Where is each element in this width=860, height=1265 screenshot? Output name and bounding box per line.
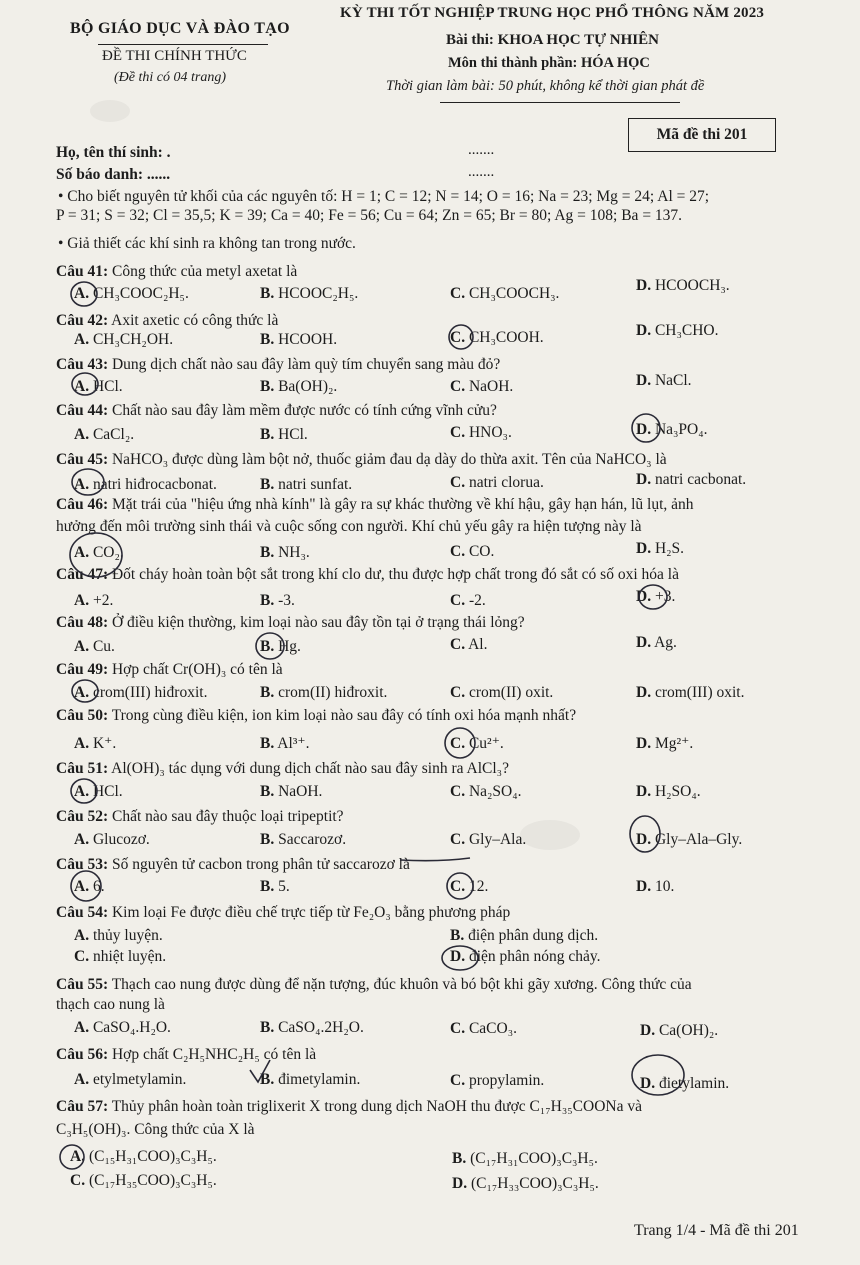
ministry-title: BỘ GIÁO DỤC VÀ ĐÀO TẠO — [70, 20, 290, 37]
option-b: B. HCl. — [260, 426, 308, 443]
option-d: D. CH₃CHO. — [636, 322, 719, 339]
option-a: A. Cu. — [74, 638, 115, 655]
option-c: C. natri clorua. — [450, 474, 544, 491]
option-a: A. HCl. — [74, 378, 123, 395]
exam-title: KỲ THI TỐT NGHIỆP TRUNG HỌC PHỔ THÔNG NĂM 2023 — [340, 5, 765, 21]
option-a: A. (C₁₅H₃₁COO)₃C₃H₅. — [70, 1148, 217, 1165]
option-b: B. CaSO₄.2H₂O. — [260, 1019, 364, 1036]
option-c: C. HNO₃. — [450, 424, 512, 441]
exam-code-box — [628, 118, 776, 152]
official-label: ĐỀ THI CHÍNH THỨC — [102, 48, 247, 64]
option-d: D. Gly–Ala–Gly. — [636, 831, 743, 848]
option-b: B. Ba(OH)₂. — [260, 378, 338, 395]
strike-mark — [400, 858, 470, 861]
option-c: C. CH₃COOCH₃. — [450, 285, 560, 302]
option-a: A. thủy luyện. — [74, 927, 163, 944]
option-b: B. NH₃. — [260, 544, 310, 561]
option-a: A. HCl. — [74, 783, 123, 800]
paper-smudge — [520, 820, 580, 850]
question-42: Câu 42: Axit axetic có công thức là — [56, 312, 279, 329]
option-c: C. (C₁₇H₃₅COO)₃C₃H₅. — [70, 1172, 217, 1189]
option-d: D. H₂S. — [636, 540, 685, 557]
option-a: A. crom(III) hiđroxit. — [74, 684, 208, 701]
option-c: C. 12. — [450, 878, 489, 895]
option-b: B. Hg. — [260, 638, 301, 655]
option-d: D. H₂SO₄. — [636, 783, 701, 800]
option-c: C. nhiệt luyện. — [74, 948, 167, 965]
option-a: A. +2. — [74, 592, 114, 609]
option-c: C. CO. — [450, 543, 495, 560]
option-d: D. (C₁₇H₃₃COO)₃C₃H₅. — [452, 1175, 599, 1192]
pages-note: (Đề thi có 04 trang) — [114, 70, 226, 85]
header-underline — [98, 44, 268, 45]
option-d: D. Na₃PO₄. — [636, 421, 708, 438]
option-c: C. Al. — [450, 636, 488, 653]
page-footer: Trang 1/4 - Mã đề thi 201 — [634, 1222, 799, 1239]
option-b: B. HCOOH. — [260, 331, 338, 348]
option-d: D. crom(III) oxit. — [636, 684, 745, 701]
exam-duration: Thời gian làm bài: 50 phút, không kể thời gian phát đề — [386, 78, 705, 94]
option-d: D. natri cacbonat. — [636, 471, 747, 488]
option-c: C. crom(II) oxit. — [450, 684, 554, 701]
candidate-name-dots: ....... — [468, 142, 495, 158]
option-b: B. (C₁₇H₃₁COO)₃C₃H₅. — [452, 1150, 598, 1167]
question-41: Câu 41: Công thức của metyl axetat là — [56, 263, 298, 280]
option-b: B. Al³⁺. — [260, 735, 310, 752]
option-a: A. CaSO₄.H₂O. — [74, 1019, 171, 1036]
option-b: B. NaOH. — [260, 783, 323, 800]
question-52: Câu 52: Chất nào sau đây thuộc loại tripeptit? — [56, 808, 344, 825]
question-45: Câu 45: NaHCO₃ được dùng làm bột nở, thuốc giảm đau dạ dày do thừa axit. Tên của NaHCO₃ là — [56, 451, 667, 468]
option-d: D. Ca(OH)₂. — [640, 1022, 719, 1039]
option-b: B. natri sunfat. — [260, 476, 353, 493]
exam-component: Môn thi thành phần: HÓA HỌC — [448, 55, 650, 71]
option-a: A. 6. — [74, 878, 105, 895]
question-49: Câu 49: Hợp chất Cr(OH)₃ có tên là — [56, 661, 283, 678]
option-c: C. CaCO₃. — [450, 1020, 517, 1037]
candidate-sbd-label: Số báo danh: ...... — [56, 166, 171, 183]
option-c: C. CH₃COOH. — [450, 329, 544, 346]
option-c: C. Na₂SO₄. — [450, 783, 522, 800]
option-a: A. Glucozơ. — [74, 831, 150, 848]
option-c: C. -2. — [450, 592, 486, 609]
option-b: B. điện phân dung dịch. — [450, 927, 599, 944]
question-46: Câu 46: Mặt trái của "hiệu ứng nhà kính" là gây ra sự khác thường về khí hậu, gây hạn hán, lũ lụt, ảnh — [56, 496, 694, 513]
option-b: B. đimetylamin. — [260, 1071, 361, 1088]
option-c: C. NaOH. — [450, 378, 514, 395]
option-b: B. Saccarozơ. — [260, 831, 347, 848]
option-a: A. natri hiđrocacbonat. — [74, 476, 217, 493]
exam-code: Mã đề thi 201 — [656, 126, 748, 143]
option-d: D. Mg²⁺. — [636, 735, 694, 752]
atomic-mass-note: P = 31; S = 32; Cl = 35,5; K = 39; Ca = 40; Fe = 56; Cu = 64; Zn = 65; Br = 80; Ag = 108; Ba = 137. — [56, 207, 683, 224]
option-a: A. CaCl₂. — [74, 426, 135, 443]
paper-smudge — [90, 100, 130, 122]
question-57: Câu 57: Thủy phân hoàn toàn triglixerit X trong dung dịch NaOH thu được C₁₇H₃₅COONa và — [56, 1098, 642, 1115]
question-55: Câu 55: Thạch cao nung được dùng để nặn tượng, đúc khuôn và bó bột khi gãy xương. Công thức của — [56, 976, 692, 993]
option-b: B. crom(II) hiđroxit. — [260, 684, 388, 701]
question-56: Câu 56: Hợp chất C₂H₅NHC₂H₅ có tên là — [56, 1046, 317, 1063]
question-53: Câu 53: Số nguyên tử cacbon trong phân tử saccarozơ là — [56, 856, 410, 873]
question-51: Câu 51: Al(OH)₃ tác dụng với dung dịch chất nào sau đây sinh ra AlCl₃? — [56, 760, 509, 777]
exam-subject: Bài thi: KHOA HỌC TỰ NHIÊN — [446, 32, 659, 48]
option-d: D. đietylamin. — [640, 1075, 730, 1092]
question-44: Câu 44: Chất nào sau đây làm mềm được nước có tính cứng vĩnh cửu? — [56, 402, 497, 419]
option-a: A. etylmetylamin. — [74, 1071, 187, 1088]
atomic-mass-note: • Cho biết nguyên tử khối của các nguyên tố: H = 1; C = 12; N = 14; O = 16; Na = 23; Mg = 24; Al = 27; — [58, 188, 710, 205]
option-d: D. 10. — [636, 878, 675, 895]
candidate-name-label: Họ, tên thí sinh: . — [56, 144, 171, 161]
question-48: Câu 48: Ở điều kiện thường, kim loại nào sau đây tồn tại ở trạng thái lỏng? — [56, 614, 525, 631]
question-55-cont: thạch cao nung là — [56, 996, 165, 1013]
option-d: D. Ag. — [636, 634, 677, 651]
option-b: B. HCOOC₂H₅. — [260, 285, 359, 302]
candidate-sbd-dots: ....... — [468, 164, 495, 180]
option-a: A. CH₃COOC₂H₅. — [74, 285, 189, 302]
question-54: Câu 54: Kim loại Fe được điều chế trực tiếp từ Fe₂O₃ bằng phương pháp — [56, 904, 511, 921]
option-c: C. propylamin. — [450, 1072, 545, 1089]
option-d: D. HCOOCH₃. — [636, 277, 730, 294]
question-43: Câu 43: Dung dịch chất nào sau đây làm quỳ tím chuyển sang màu đỏ? — [56, 356, 501, 373]
option-d: D. +3. — [636, 588, 676, 605]
option-b: B. 5. — [260, 878, 290, 895]
option-a: A. CO₂. — [74, 544, 124, 561]
question-50: Câu 50: Trong cùng điều kiện, ion kim loại nào sau đây có tính oxi hóa mạnh nhất? — [56, 707, 577, 724]
option-d: D. điện phân nóng chảy. — [450, 948, 601, 965]
option-c: C. Gly–Ala. — [450, 831, 527, 848]
header-underline — [440, 102, 680, 103]
question-57-cont: C₃H₅(OH)₃. Công thức của X là — [56, 1121, 255, 1138]
option-b: B. -3. — [260, 592, 295, 609]
option-d: D. NaCl. — [636, 372, 692, 389]
option-a: A. CH₃CH₂OH. — [74, 331, 174, 348]
gas-note: • Giả thiết các khí sinh ra không tan trong nước. — [58, 235, 356, 252]
question-46-cont: hưởng đến môi trường sinh thái và cuộc sống con người. Khí chủ yếu gây ra hiện tượng này là — [56, 518, 642, 535]
option-c: C. Cu²⁺. — [450, 735, 504, 752]
question-47: Câu 47: Đốt cháy hoàn toàn bột sắt trong khí clo dư, thu được hợp chất trong đó sắt có số oxi hóa là — [56, 566, 679, 583]
option-a: A. K⁺. — [74, 735, 117, 752]
